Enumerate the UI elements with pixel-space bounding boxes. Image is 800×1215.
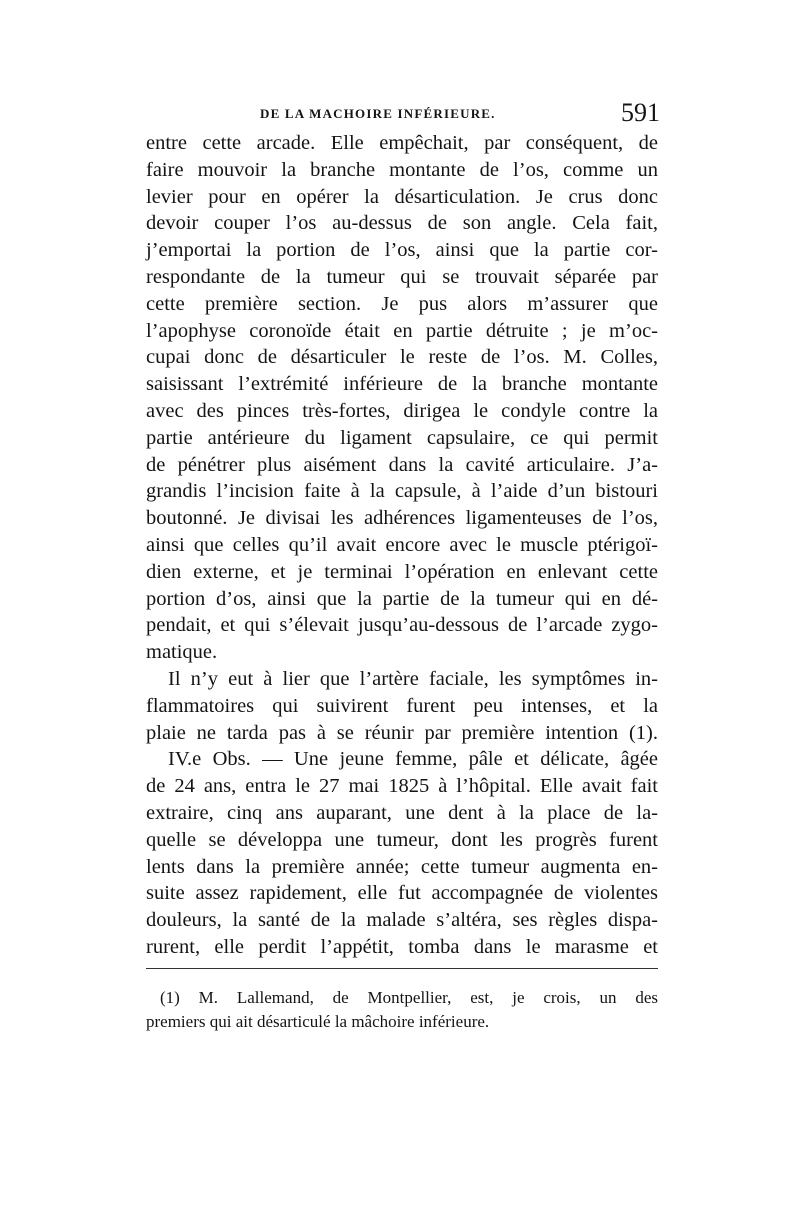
text-line: levier pour en opérer la désarticulation. Je crus donc [146,185,658,208]
text-line: flammatoires qui suivirent furent peu intenses, et la [146,694,658,717]
running-head [145,96,660,130]
text-line: suite assez rapidement, elle fut accompagnée de violentes [146,882,658,905]
text-line: douleurs, la santé de la malade s’altéra, ses règles dispa- [146,909,658,932]
text-line: de pénétrer plus aisément dans la cavité articulaire. J’a- [146,453,658,476]
text-line: grandis l’incision faite à la capsule, à l’aide d’un bistouri [146,480,658,503]
text-line: portion d’os, ainsi que la partie de la tumeur qui en dé- [146,587,658,610]
text-line: devoir couper l’os au-dessus de son angle. Cela fait, [146,212,658,235]
text-line: saisissant l’extrémité inférieure de la branche montante [146,373,658,396]
footnote [146,986,658,1034]
text-line: quelle se développa une tumeur, dont les progrès furent [146,828,658,851]
text-line: lents dans la première année; cette tumeur augmenta en- [146,855,658,878]
text-line: j’emportai la portion de l’os, ainsi que la partie cor- [146,239,658,262]
text-line: avec des pinces très-fortes, dirigea le condyle contre la [146,399,658,422]
text-line: matique. [146,641,218,664]
text-line: IV.e Obs. — Une jeune femme, pâle et délicate, âgée [168,748,658,771]
text-line: extraire, cinq ans auparant, une dent à la place de la- [146,801,658,824]
text-line: faire mouvoir la branche montante de l’os, comme un [146,158,658,181]
text-line: partie antérieure du ligament capsulaire, ce qui permit [146,426,658,449]
page-number: 591 [621,98,660,127]
text-line: rurent, elle perdit l’appétit, tomba dans le marasme et [146,935,658,958]
text-line: de 24 ans, entra le 27 mai 1825 à l’hôpital. Elle avait fait [146,775,658,798]
footnote-line: (1) M. Lallemand, de Montpellier, est, je crois, un des [160,988,658,1007]
running-title: DE LA MACHOIRE INFÉRIEURE. [260,106,496,121]
text-line: ainsi que celles qu’il avait encore avec le muscle ptérigoï- [146,533,658,556]
text-line: dien externe, et je terminai l’opération en enlevant cette [146,560,658,583]
text-line: plaie ne tarda pas à se réunir par première intention (1). [146,721,658,744]
text-line: respondante de la tumeur qui se trouvait séparée par [146,265,658,288]
text-line: boutonné. Je divisai les adhérences ligamenteuses de l’os, [146,507,658,530]
text-line: Il n’y eut à lier que l’artère faciale, les symptômes in- [168,667,658,690]
text-line: l’apophyse coronoïde était en partie détruite ; je m’oc- [146,319,658,342]
footnote-rule [146,968,658,969]
body-text [146,130,658,961]
text-line: pendait, et qui s’élevait jusqu’au-dessous de l’arcade zygo- [146,614,658,637]
text-line: entre cette arcade. Elle empêchait, par conséquent, de [146,132,658,154]
text-line: cette première section. Je pus alors m’assurer que [146,292,658,315]
footnote-line: premiers qui ait désarticulé la mâchoire inférieure. [146,1012,490,1031]
text-line: cupai donc de désarticuler le reste de l’os. M. Colles, [146,346,658,369]
